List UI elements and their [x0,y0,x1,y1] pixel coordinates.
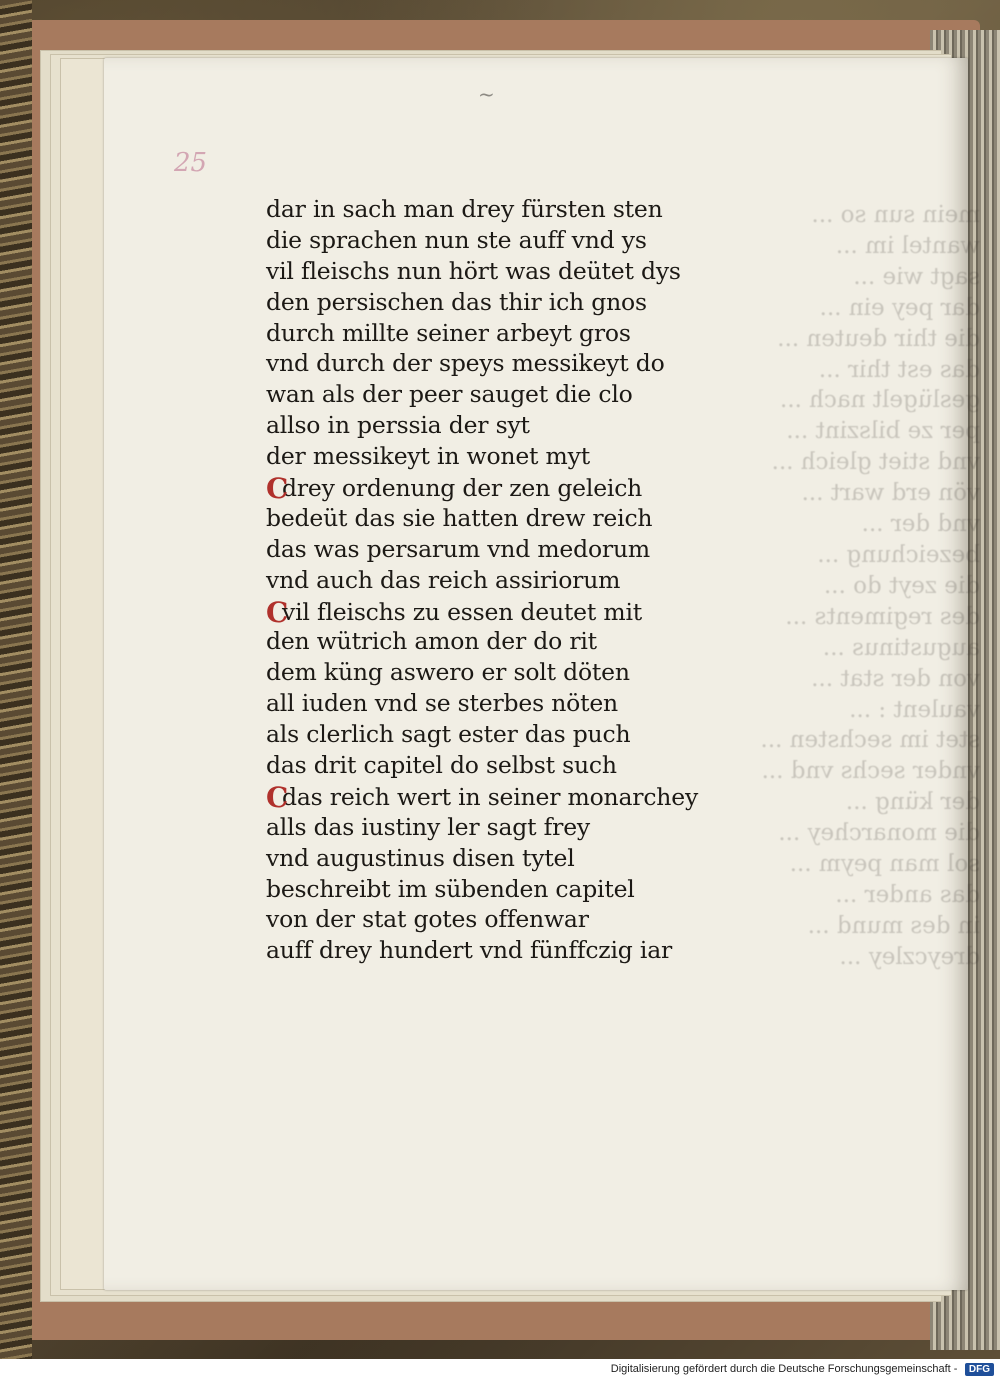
text-line [266,348,766,379]
bleed-through-line: in des mund ... [807,912,980,939]
text-line-content: all iuden vnd se sterbes nöten [266,689,618,718]
digitization-caption [0,1359,1000,1379]
rubric-mark: C [266,595,289,629]
dfg-logo: DFG [965,1363,994,1376]
text-line-content: das drit capitel do selbst such [266,751,617,780]
bleed-through-line: geslügelt nach ... [779,387,980,414]
text-line-content: dem küng aswero er solt döten [266,658,630,687]
pencil-mark: ~ [478,82,495,106]
text-line-content: als clerlich sagt ester das puch [266,720,631,749]
text-line [266,688,766,719]
rubric-mark: C [266,472,289,506]
text-line [266,596,766,627]
text-line-content: durch millte seiner arbeyt gros [266,318,631,347]
text-line [266,318,766,349]
bleed-through-line: per ze bilszint ... [786,418,980,445]
text-line [266,441,766,472]
text-line [266,410,766,441]
bleed-through-line: des regiments ... [785,603,980,630]
bleed-through-line: die thir deuten ... [777,325,980,352]
folio-mark: 25 [174,148,208,178]
rubric-mark: C [266,780,289,814]
bleed-through-text [760,200,980,1080]
text-line [266,225,766,256]
text-line [266,935,766,966]
bleed-through-line: bezeichung ... [817,541,980,568]
verse-text-block [266,194,766,966]
text-line-content: den persischen das thir ich gnos [266,287,647,316]
bleed-through-line: vnd der ... [861,511,980,538]
text-line [266,256,766,287]
bleed-through-line: der küng ... [845,789,980,816]
bleed-through-line: mein sun so ... [811,202,980,228]
bleed-through-line: vön erd wart ... [801,480,980,507]
text-line [266,657,766,688]
bleed-through-line: wantel im ... [835,232,980,259]
text-line-content: beschreibt im sübenden capitel [266,874,635,903]
text-line [266,503,766,534]
text-line [266,719,766,750]
bleed-through-line: vnd stiet gleich ... [771,449,980,476]
text-line-content: alls das iustiny ler sagt frey [266,812,590,841]
text-line-content: wan als der peer sauget die clo [266,380,633,409]
text-line-content: von der stat gotes offenwar [266,905,589,934]
text-line [266,750,766,781]
bleed-through-line: das est thir ... [818,356,980,383]
text-line [266,904,766,935]
text-line-content: der messikeyt in wonet myt [266,442,590,471]
text-line-content: vnd durch der speys messikeyt do [266,349,665,378]
text-line [266,874,766,905]
text-line-content: die sprachen nun ste auff vnd ys [266,225,647,254]
bleed-through-line: die zeyt do ... [823,572,980,599]
text-line-content: vil fleischs zu essen deutet mit [282,597,643,626]
text-line [266,472,766,506]
text-line [266,565,766,596]
bleed-through-line: die monarchey ... [778,820,980,847]
bleed-through-line: das ander ... [835,881,980,908]
text-line-content: vnd auch das reich assiriorum [266,565,621,594]
bleed-through-line: sol man peym ... [789,851,980,878]
text-line-content: allso in perssia der syt [266,411,530,440]
text-line-content: bedeüt das sie hatten drew reich [266,503,653,532]
text-line [266,812,766,843]
text-line-content: den wütrich amon der do rit [266,627,597,656]
text-line [266,194,766,225]
text-line [266,379,766,410]
bleed-through-line: dar pey ein ... [819,294,980,321]
text-line [266,626,766,657]
text-line-content: drey ordenung der zen geleich [282,474,643,503]
bleed-through-line: stet im sechsten ... [760,727,980,754]
bleed-through-line: vnder sechs vnd ... [761,758,980,785]
text-line-content: auff drey hundert vnd fünffczig iar [266,936,673,965]
text-line-content: vil fleischs nun hört was deütet dys [266,256,681,285]
text-line [266,534,766,565]
text-line [266,843,766,874]
bleed-through-line: dreyczley ... [839,943,980,970]
text-line-content: vnd augustinus disen tytel [266,843,575,872]
bleed-through-line: sagt wie ... [853,263,980,290]
text-line-content: das reich wert in seiner monarchey [282,782,699,811]
bleed-through-line: augustinus ... [822,634,980,661]
bleed-through-line: von der stat ... [811,665,980,692]
caption-text: Digitalisierung gefördert durch die Deutsche Forschungsgemeinschaft - [610,1363,958,1375]
marbled-cover-edge [0,0,32,1359]
text-line [266,781,766,812]
text-line [266,287,766,318]
text-line-content: das was persarum vnd medorum [266,534,650,563]
bleed-through-line: vaulent : ... [849,696,980,723]
text-line-content: dar in sach man drey fürsten sten [266,195,663,223]
